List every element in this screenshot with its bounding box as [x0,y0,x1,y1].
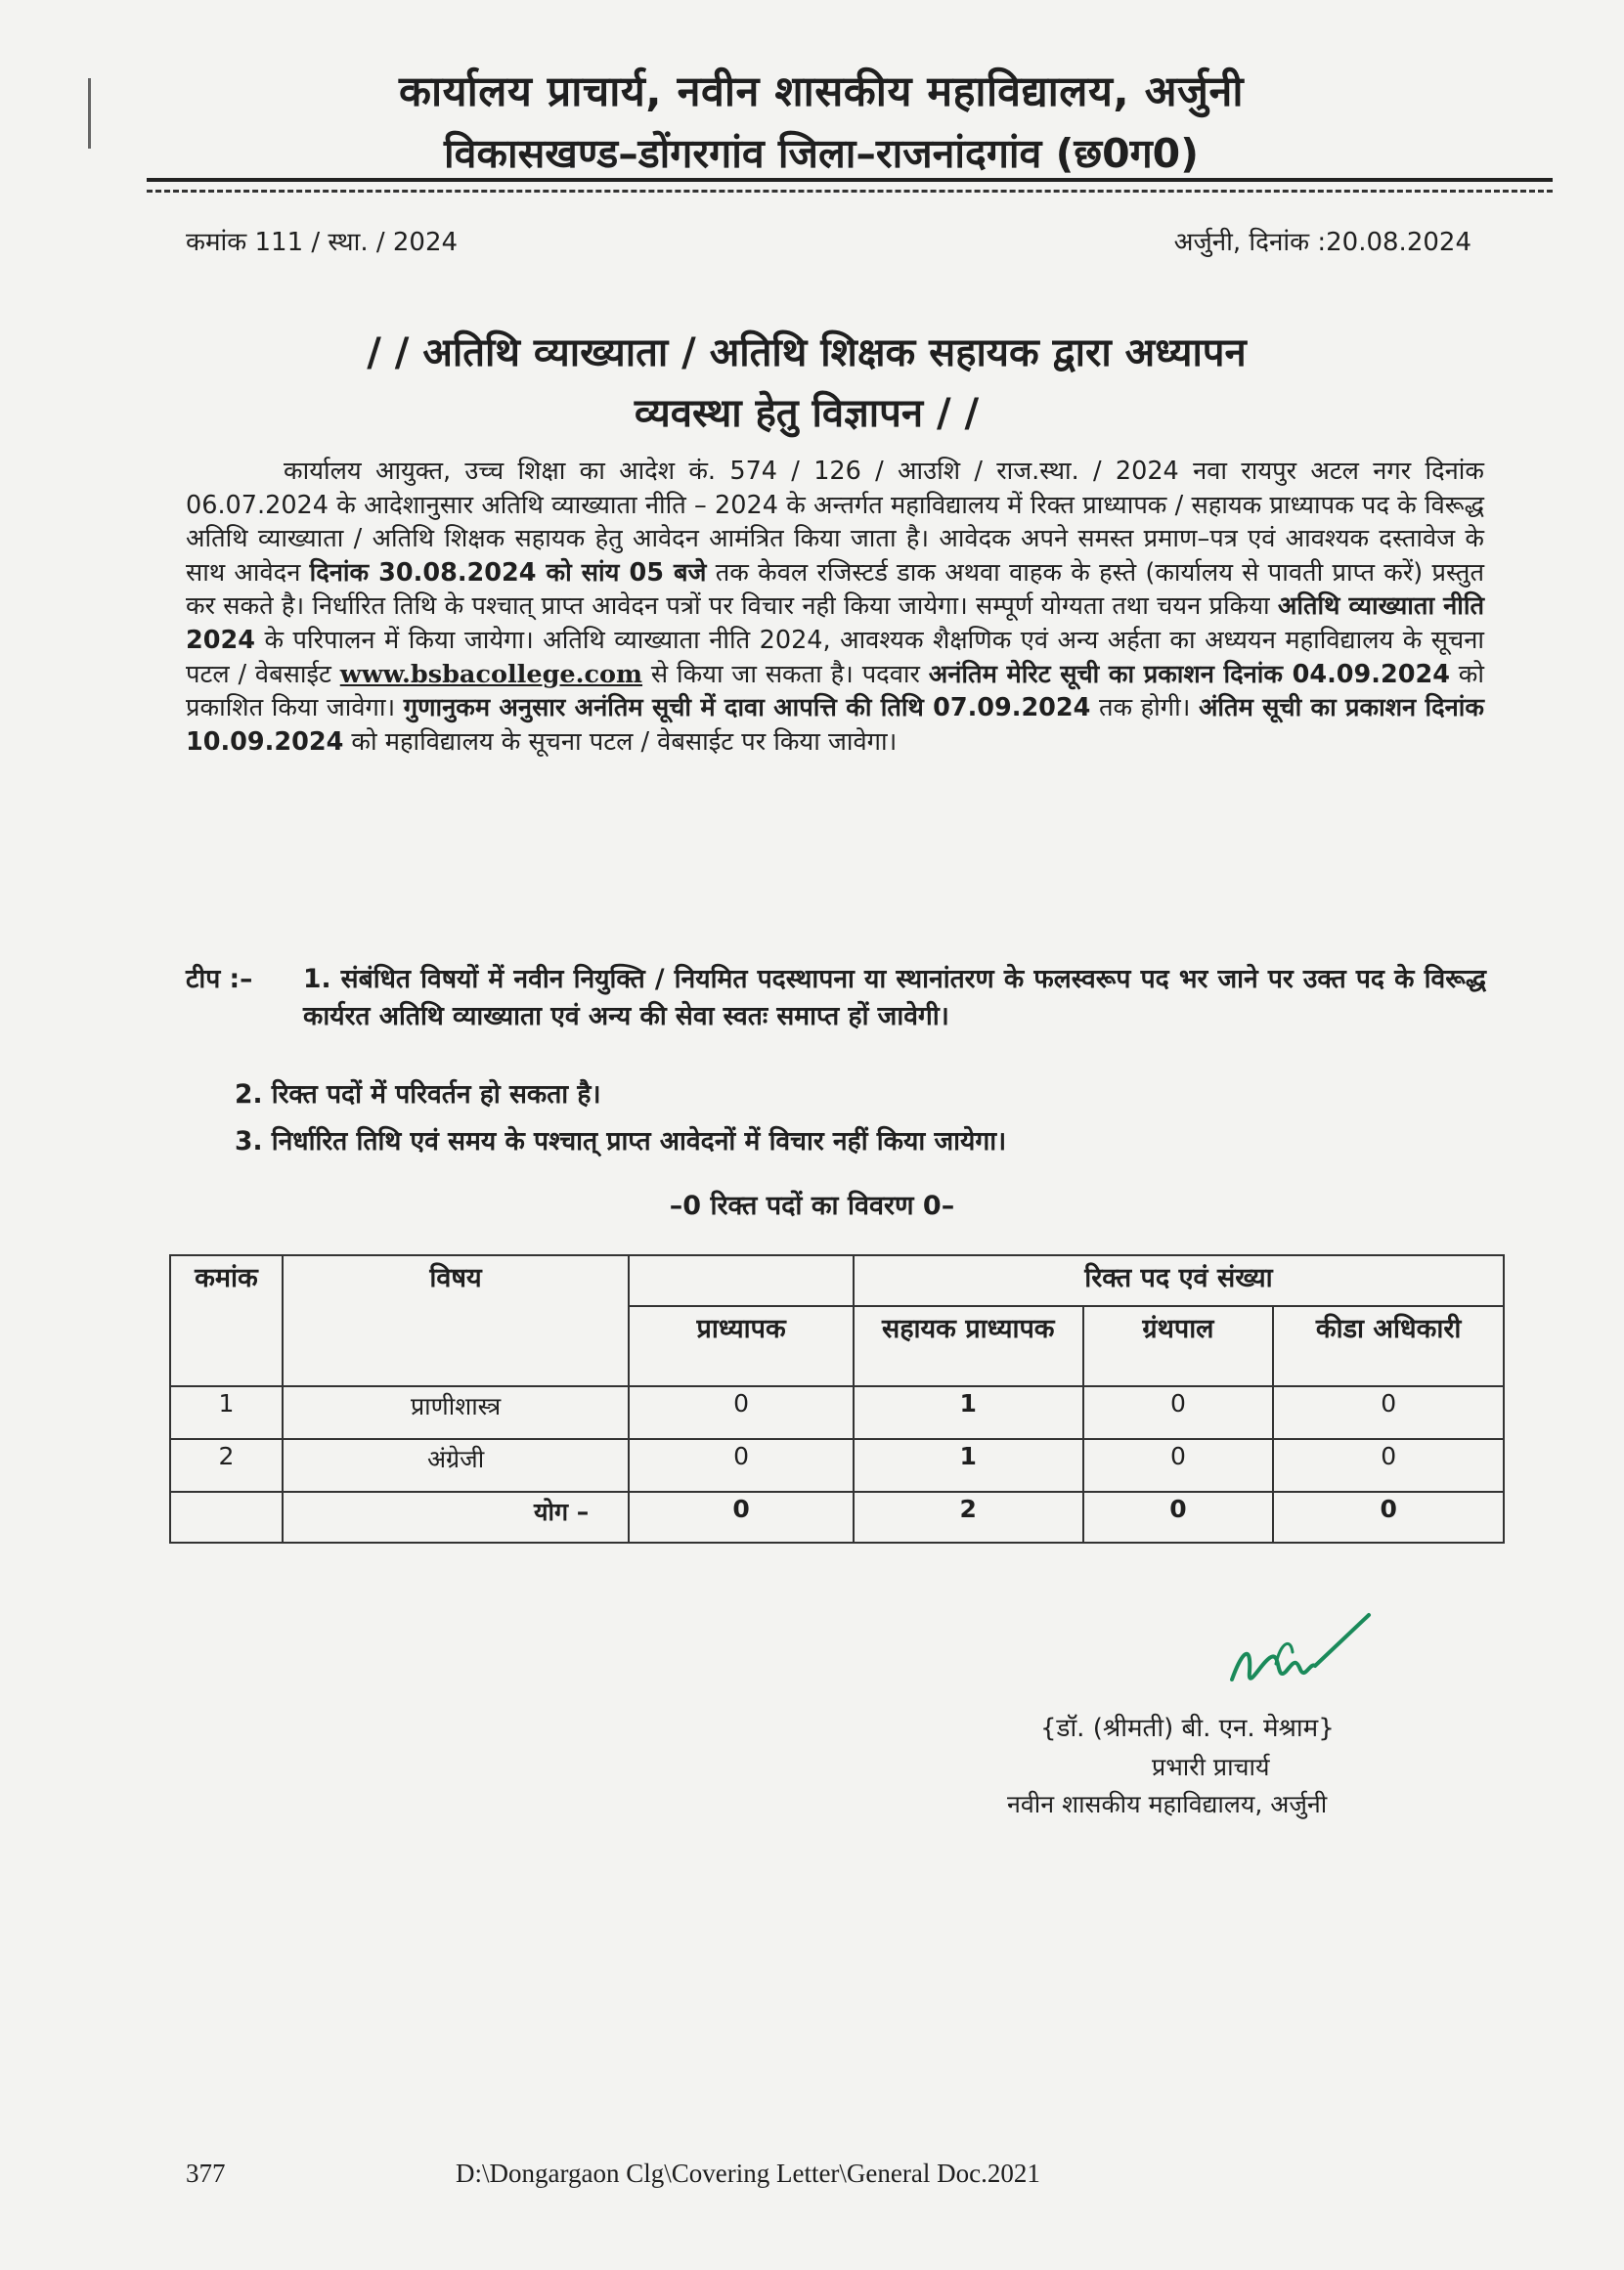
cell-total-sports-officer: 0 [1273,1492,1504,1543]
cell-total-professor: 0 [629,1492,854,1543]
table-total-row [170,1492,1504,1543]
cell-blank [170,1492,283,1543]
notice-title-line2: व्यवस्था हेतु विज्ञापन / / [634,391,980,436]
header-rule [147,178,1553,182]
col-header-librarian: ग्रंथपाल [1083,1306,1274,1386]
body-policy: अतिथि व्याख्याता नीति 2024 [186,591,1484,655]
cell-subject: प्राणीशास्त्र [283,1386,629,1439]
body-text: कार्यालय आयुक्त, उच्च शिक्षा का आदेश कं. 574 / 126 / आउशि / राज.स्था. / 2024 नवा रायपुर अटल नगर दिनांक 06.07.2024 के आदेशानुसार अतिथि व्याख्याता नीति – 2024 के अन्तर्गत महाविद्यालय में रिक्त प्राध्यापक / सहायक प्राध्यापक पद के विरूद्ध अतिथि व्याख्याता / अतिथि शिक्षक सहायक हेतु आवेदन आमंत्रित किया जाता है। आवेदक अपने समस्त प्रमाण–पत्र एवं आवश्यक दस्तावेज के साथ आवेदन [186,457,1484,588]
handwritten-signature [1222,1603,1379,1721]
college-website-link[interactable]: www.bsbacollege.com [339,659,643,689]
body-merit-date: अनंतिम मेरिट सूची का प्रकाशन दिनांक 04.09.2024 [928,659,1450,689]
cell-total-librarian: 0 [1083,1492,1274,1543]
table-row [170,1386,1504,1439]
cell-sno: 1 [170,1386,283,1439]
signatory-designation: प्रभारी प्राचार्य [1152,1753,1270,1781]
body-final-date: अंतिम सूची का प्रकाशन दिनांक 10.09.2024 [186,693,1484,757]
file-path: D:\Dongargaon Clg\Covering Letter\General Doc.2021 [456,2159,1040,2188]
cell-sno: 2 [170,1439,283,1492]
office-address: विकासखण्ड–डोंगरगांव जिला–राजनांदगांव (छ0ग0) [444,130,1199,177]
notice-title-line1: / / अतिथि व्याख्याता / अतिथि शिक्षक सहायक द्वारा अध्यापन [367,330,1247,375]
col-header-assistant-professor: सहायक प्राध्यापक [854,1306,1083,1386]
office-title: कार्यालय प्राचार्य, नवीन शासकीय महाविद्यालय, अर्जुनी [399,67,1244,116]
cell-total-assistant-professor: 2 [854,1492,1083,1543]
notice-title [196,323,1418,444]
col-header-sports-officer: कीडा अधिकारी [1273,1306,1504,1386]
col-header-blank [629,1255,854,1306]
header-rule-dashed [147,190,1553,193]
vacancy-table [169,1254,1505,1544]
body-text: के परिपालन में किया जायेगा। अतिथि व्याख्याता नीति 2024, आवश्यक शैक्षणिक एवं अन्य अर्हता का अध्ययन महाविद्यालय के सूचना पटल / वेबसाईट [186,625,1484,689]
cell-librarian: 0 [1083,1386,1274,1439]
cell-sports-officer: 0 [1273,1386,1504,1439]
signatory-institution: नवीन शासकीय महाविद्यालय, अर्जुनी [1007,1790,1328,1818]
col-header-professor: प्राध्यापक [629,1306,854,1386]
cell-assistant-professor: 1 [854,1439,1083,1492]
note-item-2: 2. रिक्त पदों में परिवर्तन हो सकता है। [235,1079,601,1110]
body-text: से किया जा सकता है। पदवार [642,659,929,689]
table-header-row [170,1255,1504,1306]
table-row [170,1439,1504,1492]
cell-total-label: योग – [283,1492,629,1543]
cell-subject: अंग्रेजी [283,1439,629,1492]
note-label: टीप :– [186,964,253,994]
reference-number: कमांक 111 / स्था. / 2024 [186,228,459,257]
note-item-3: 3. निर्धारित तिथि एवं समय के पश्चात् प्राप्त आवेदनों में विचार नहीं किया जायेगा। [235,1126,1007,1157]
body-text: तक होगी। [1090,693,1199,723]
col-header-group: रिक्त पद एवं संख्या [854,1255,1504,1306]
note-item-1: 1. संबंधित विषयों में नवीन नियुक्ति / नियमित पदस्थापना या स्थानांतरण के फलस्वरूप पद भर जाने पर उक्त पद के विरूद्ध कार्यरत अतिथि व्याख्याता एवं अन्य की सेवा स्वतः समाप्त हों जावेगी। [303,964,1486,1031]
signatory-name: {डॉ. (श्रीमती) बी. एन. मेश्राम} [1040,1714,1335,1743]
scan-edge-mark [88,78,91,149]
page-number: 377 [186,2159,226,2188]
body-text: को महाविद्यालय के सूचना पटल / वेबसाईट पर किया जावेगा। [343,726,898,757]
cell-sports-officer: 0 [1273,1439,1504,1492]
body-deadline: दिनांक 30.08.2024 को सांय 05 बजे [309,557,707,588]
table-caption: –0 रिक्त पदों का विवरण 0– [669,1191,955,1221]
col-header-sno: कमांक [170,1255,283,1386]
cell-librarian: 0 [1083,1439,1274,1492]
notice-body [186,455,1484,759]
letter-date: अर्जुनी, दिनांक :20.08.2024 [1173,228,1471,257]
cell-professor: 0 [629,1386,854,1439]
cell-assistant-professor: 1 [854,1386,1083,1439]
body-text: तक केवल रजिस्टर्ड डाक अथवा वाहक के हस्ते (कार्यालय से पावती प्राप्त करें) प्रस्तुत कर सकते है। निर्धारित तिथि के पश्चात् प्राप्त आवेदन पत्रों पर विचार नही किया जायेगा। सम्पूर्ण योग्यता तथा चयन प्रकिया [186,557,1484,622]
body-objection-date: गुणानुकम अनुसार अनंतिम सूची में दावा आपत्ति की तिथि 07.09.2024 [403,693,1091,723]
col-header-subject: विषय [283,1255,629,1386]
body-text: को प्रकाशित किया जावेगा। [186,659,1484,723]
cell-professor: 0 [629,1439,854,1492]
